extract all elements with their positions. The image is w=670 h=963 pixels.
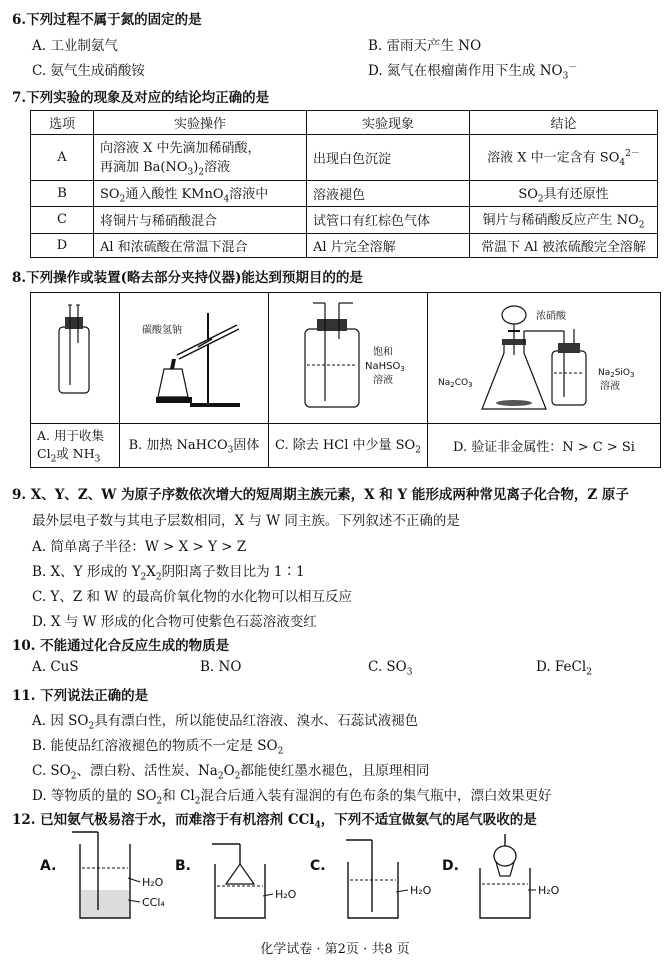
q12-b-h2o-label: H₂O [275,888,297,901]
q7-header-phenomenon: 实验现象 [307,111,470,135]
q11-stem: 11. 下列说法正确的是 [12,688,149,704]
q8-caption-a: A. 用于收集 $Cl_2$或 $NH_3$ [31,424,120,468]
q7-d-phenomenon: Al 片完全溶解 [307,233,470,257]
q7-header-operation: 实验操作 [94,111,307,135]
q7-d-conclusion: 常温下 Al 被浓硫酸完全溶解 [470,233,658,257]
q8-figure-b [120,293,269,424]
beaker-c [346,840,408,918]
q12-apparatus-row [30,828,650,928]
q12-label-a: A. [40,858,57,874]
q10-option-c: C. $SO_3$ [368,659,413,678]
q8-table [30,292,661,468]
q7-b-operation: $SO_2$通入酸性 KMnO$_4$溶液中 [94,180,307,207]
q8-figure-d [428,293,661,424]
q9-option-a: A. 简单离子半径：W > X > Y > Z [32,539,247,555]
q9-option-d: D. X 与 W 形成的化合物可使紫色石蕊溶液变红 [32,614,317,630]
q7-d-option: D [31,233,94,257]
q8-figure-a [31,293,120,424]
q6-option-a: A. 工业制氨气 [32,38,118,54]
q10-stem: 10. 不能通过化合反应生成的物质是 [12,638,230,654]
fig-d-right-label2: 溶液 [600,381,620,392]
q10-option-b: B. NO [200,659,242,675]
q12-d-h2o-label: H₂O [538,884,560,897]
acid-flask-diagram [428,293,660,419]
q12-a-ccl4-label: CCl₄ [142,896,165,909]
q7-row-a [31,135,658,181]
beaker-a [72,832,140,918]
q9-stem-line2: 最外层电子数与其电子层数相同，X 与 W 同主族。下列叙述不正确的是 [32,513,460,529]
fig-b-label: 碳酸氢钠 [142,325,182,336]
q7-d-operation: Al 和浓硫酸在常温下混合 [94,233,307,257]
q8-figure-c [269,293,428,424]
heating-tube-diagram [120,293,268,419]
q12-label-d: D. [442,858,459,874]
q7-a-operation: 向溶液 X 中先滴加稀硝酸， 再滴加 $Ba(NO_3)_2$溶液 [94,135,307,181]
gas-bottle-diagram [31,293,119,419]
page-footer: 化学试卷 · 第2页 · 共8 页 [260,942,410,957]
q7-b-conclusion: $SO_2$具有还原性 [470,180,658,207]
q7-b-phenomenon: 溶液褪色 [307,180,470,207]
q11-option-c: C. $SO_2$、漂白粉、活性炭、$Na_2O_2$都能使红墨水褪色，且原理相同 [32,763,430,782]
fig-d-right-label: $Na_2SiO_3$ [598,368,635,379]
fig-c-label3: 溶液 [373,375,393,386]
q9-option-b: B. X、Y 形成的 $Y_2X_2$阴阳离子数目比为 1∶1 [32,564,305,583]
q7-c-phenomenon: 试管口有红棕色气体 [307,207,470,234]
q11-option-a: A. 因 $SO_2$具有漂白性，所以能使品红溶液、溴水、石蕊试液褪色 [32,713,419,732]
q9-option-c: C. Y、Z 和 W 的最高价氧化物的水化物可以相互反应 [32,589,352,605]
fig-c-label2: NaHSO$_3$ [365,361,405,373]
q6-stem: 6.下列过程不属于氮的固定的是 [12,12,202,28]
q7-header-option: 选项 [31,111,94,135]
q6-option-b: B. 雷雨天产生 NO [368,38,482,54]
fig-d-left-label: $Na_2CO_3$ [438,378,473,389]
fig-c-label1: 饱和 [373,347,393,358]
q7-a-phenomenon: 出现白色沉淀 [307,135,470,181]
q11-option-d: D. 等物质的量的 $SO_2$和 $Cl_2$混合后通入装有湿润的有色布条的集气瓶中，漂白效果更好 [32,788,552,807]
q7-header-conclusion: 结论 [470,111,658,135]
beaker-b [212,844,273,918]
q7-c-operation: 将铜片与稀硝酸混合 [94,207,307,234]
q12-stem: 12. 已知氨气极易溶于水，而难溶于有机溶剂 CCl$_4$，下列不适宜做氨气的尾气吸收的是 [12,812,537,831]
q7-stem: 7.下列实验的现象及对应的结论均正确的是 [12,90,270,106]
q8-caption-d: D. 验证非金属性：N > C > Si [428,424,661,468]
q12-label-b: B. [175,858,191,874]
q7-c-option: C [31,207,94,234]
q9-stem-line1: 9. X、Y、Z、W 为原子序数依次增大的短周期主族元素，X 和 Y 能形成两种常见离子化合物，Z 原子 [12,487,629,503]
q10-option-d: D. FeCl$_2$ [536,659,592,678]
wash-bottle-diagram [269,293,427,419]
q12-label-c: C. [310,858,326,874]
q7-a-conclusion: 溶液 X 中一定含有 $SO_4^{2-}$ [470,135,658,181]
q10-option-a: A. CuS [32,659,79,675]
q11-option-b: B. 能使品红溶液褪色的物质不一定是 $SO_2$ [32,738,284,757]
q7-b-option: B [31,180,94,207]
q7-row-b [31,180,658,207]
q7-a-option: A [31,135,94,181]
q7-c-conclusion: 铜片与稀硝酸反应产生 $NO_2$ [470,207,658,234]
q7-row-d [31,233,658,257]
q8-caption-b: B. 加热 NaHCO$_3$固体 [120,424,269,468]
q8-stem: 8.下列操作或装置(略去部分夹持仪器)能达到预期目的的是 [12,270,363,286]
fig-d-acid-label: 浓硝酸 [536,311,566,322]
beaker-d [480,834,536,918]
q12-c-h2o-label: H₂O [410,884,432,897]
q7-row-c [31,207,658,234]
q6-option-c: C. 氨气生成硝酸铵 [32,63,145,79]
q6-option-d: D. 氮气在根瘤菌作用下生成 $NO_3^-$ [368,62,578,82]
q8-caption-c: C. 除去 HCl 中少量 $SO_2$ [269,424,428,468]
q7-table [30,110,658,258]
q12-a-h2o-label: H₂O [142,876,164,889]
